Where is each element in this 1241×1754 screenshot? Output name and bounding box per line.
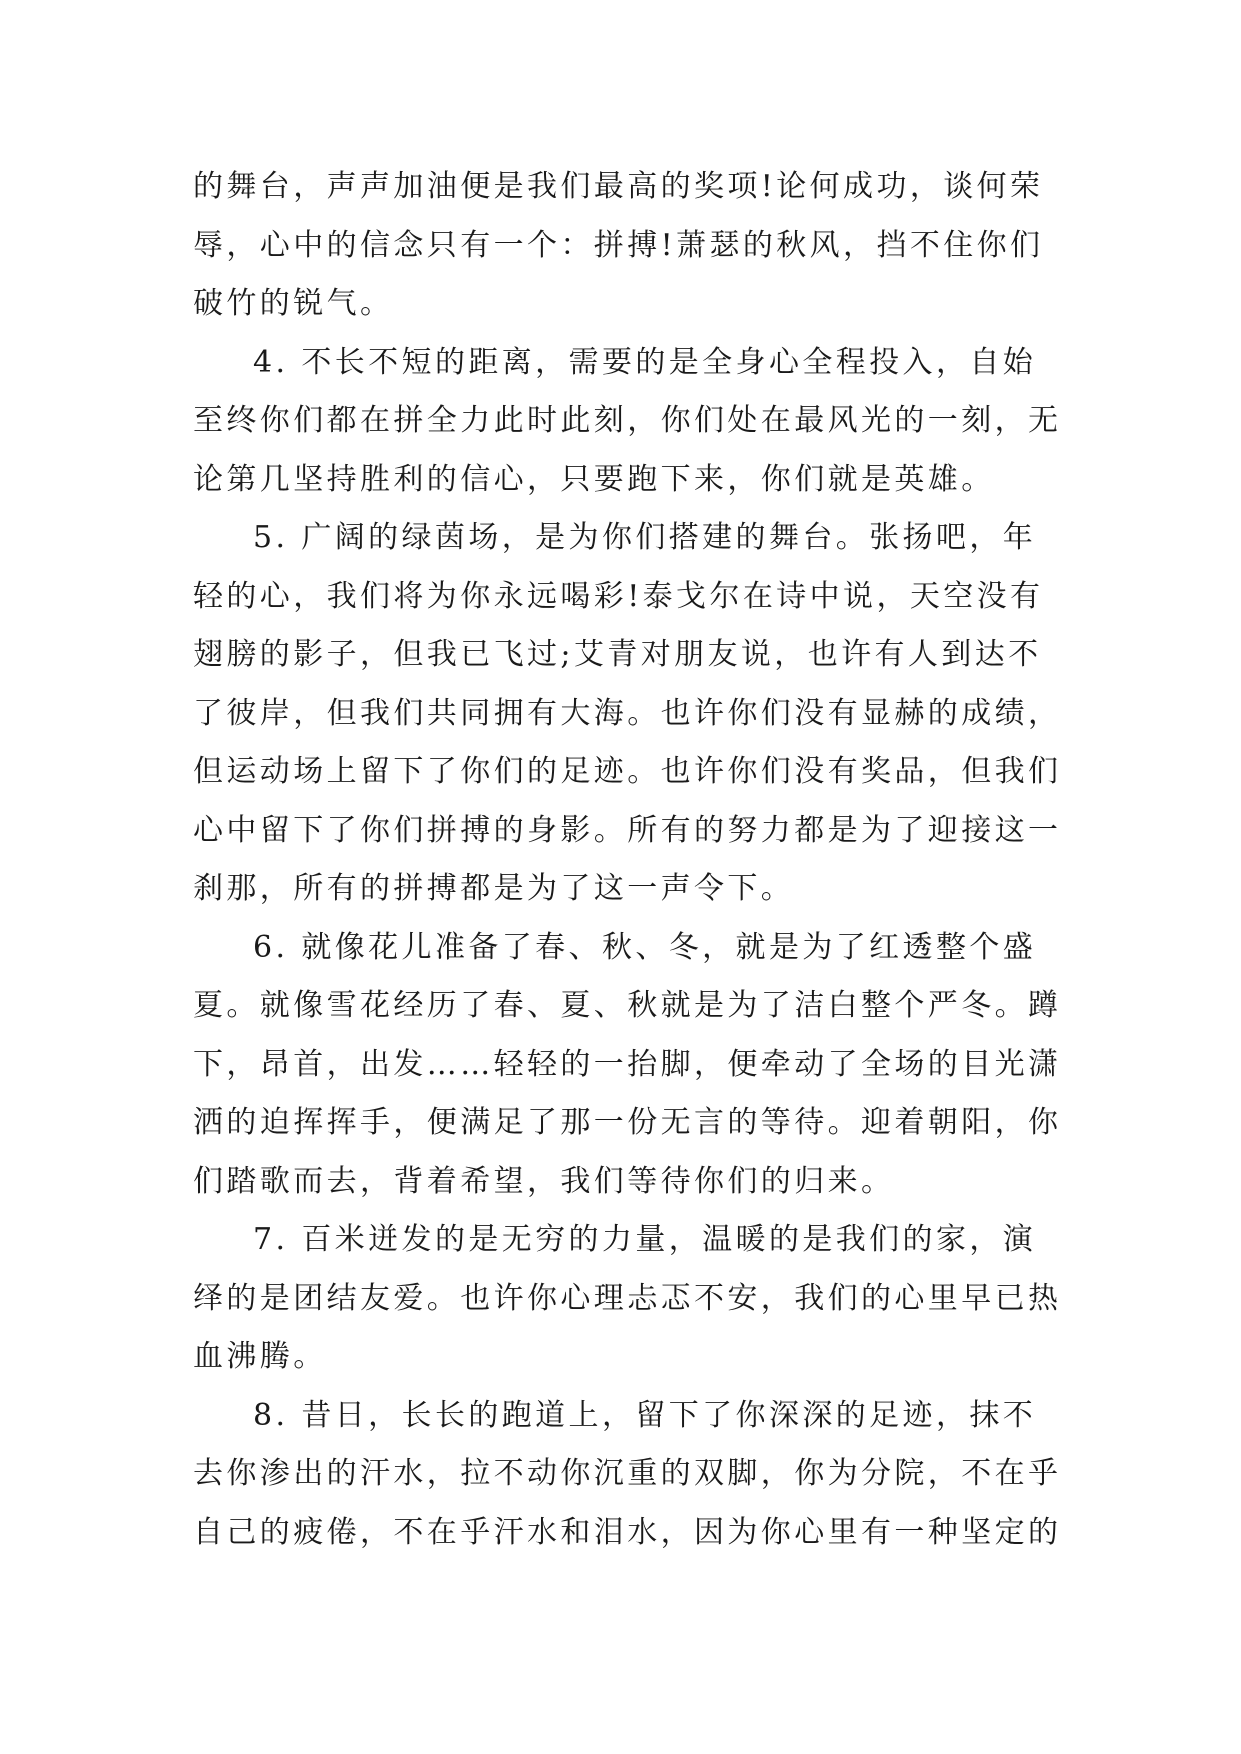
paragraph-4-start: 4. 不长不短的距离，需要的是全身心全程投入，自始 bbox=[253, 344, 1037, 380]
paragraph-7-start: 7. 百米迸发的是无穷的力量，温暖的是我们的家，演 bbox=[253, 1222, 1037, 1257]
text-line: 去你渗出的汗水，拉不动你沉重的双脚，你为分院，不在乎 bbox=[193, 1456, 1062, 1491]
text-line: 破竹的锐气。 bbox=[193, 286, 394, 321]
paragraph-5-start: 5. 广阔的绿茵场，是为你们搭建的舞台。张扬吧，年 bbox=[253, 520, 1037, 555]
text-line: 血沸腾。 bbox=[193, 1339, 327, 1374]
text-line: 洒的迫挥挥手，便满足了那一份无言的等待。迎着朝阳，你 bbox=[193, 1105, 1062, 1140]
text-line: 自己的疲倦，不在乎汗水和泪水，因为你心里有一种坚定的 bbox=[193, 1514, 1062, 1550]
text-line: 辱，心中的信念只有一个：拼搏!萧瑟的秋风，挡不住你们 bbox=[193, 227, 1044, 263]
paragraph-8-start: 8. 昔日，长长的跑道上，留下了你深深的足迹，抹不 bbox=[253, 1397, 1037, 1433]
document-body bbox=[193, 158, 1062, 1562]
text-line: 的舞台，声声加油便是我们最高的奖项!论何成功，谈何荣 bbox=[193, 169, 1044, 204]
text-line: 下，昂首，出发……轻轻的一抬脚，便牵动了全场的目光潇 bbox=[193, 1046, 1062, 1082]
text-line: 论第几坚持胜利的信心，只要跑下来，你们就是英雄。 bbox=[193, 461, 995, 497]
text-line: 绎的是团结友爱。也许你心理忐忑不安，我们的心里早已热 bbox=[193, 1280, 1062, 1316]
text-line: 了彼岸，但我们共同拥有大海。也许你们没有显赫的成绩， bbox=[193, 695, 1062, 731]
text-line: 但运动场上留下了你们的足迹。也许你们没有奖品，但我们 bbox=[193, 754, 1062, 789]
text-line: 翅膀的影子，但我已飞过;艾青对朋友说，也许有人到达不 bbox=[193, 637, 1042, 672]
text-line: 夏。就像雪花经历了春、夏、秋就是为了洁白整个严冬。蹲 bbox=[193, 988, 1062, 1023]
text-line: 轻的心，我们将为你永远喝彩!泰戈尔在诗中说，天空没有 bbox=[193, 578, 1044, 614]
text-line: 刹那，所有的拼搏都是为了这一声令下。 bbox=[193, 871, 795, 906]
paragraph-6-start: 6. 就像花儿准备了春、秋、冬，就是为了红透整个盛 bbox=[253, 929, 1037, 965]
text-line: 们踏歌而去，背着希望，我们等待你们的归来。 bbox=[193, 1163, 895, 1199]
text-line: 心中留下了你们拼搏的身影。所有的努力都是为了迎接这一 bbox=[193, 812, 1062, 848]
text-line: 至终你们都在拼全力此时此刻，你们处在最风光的一刻，无 bbox=[193, 403, 1062, 438]
